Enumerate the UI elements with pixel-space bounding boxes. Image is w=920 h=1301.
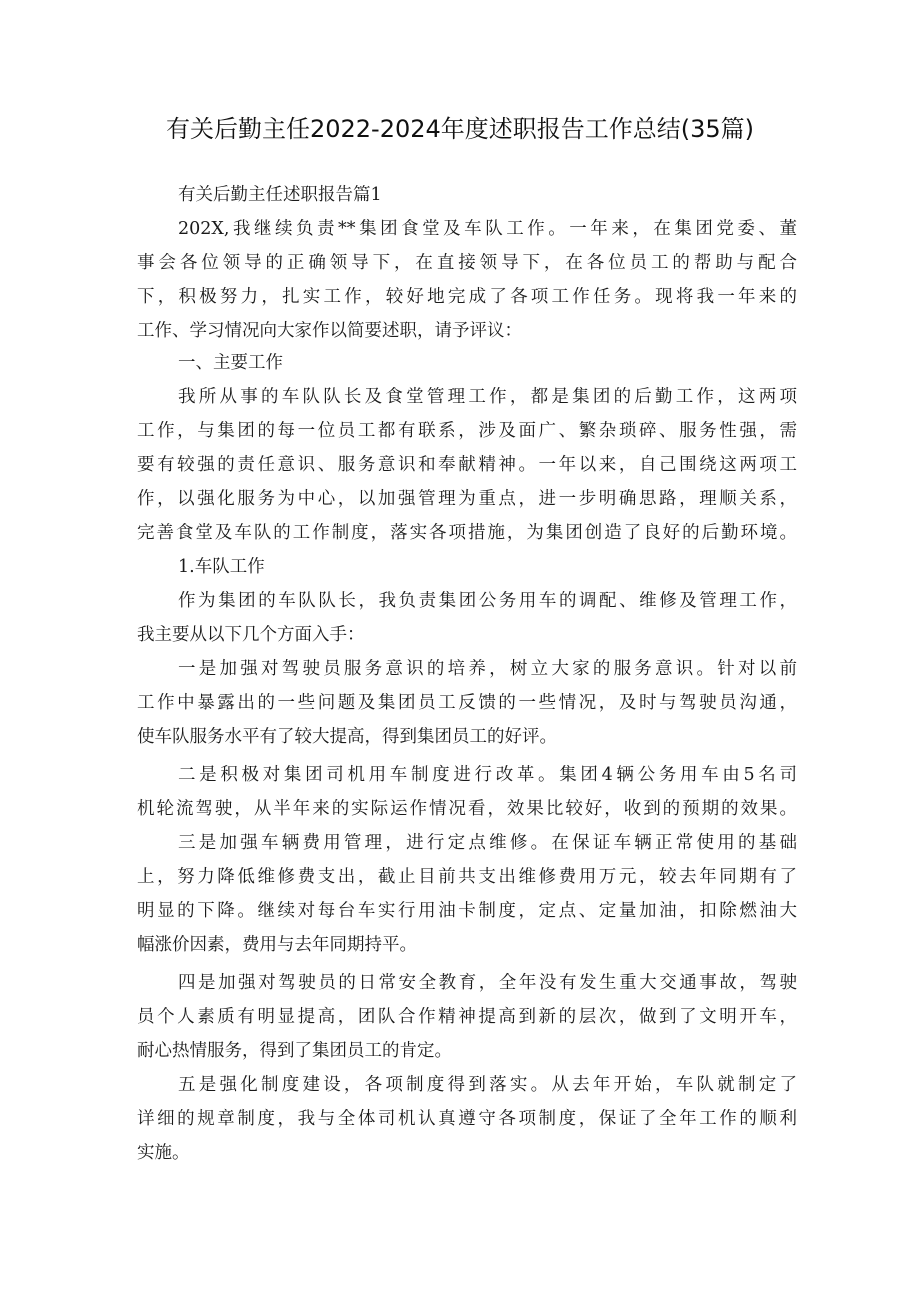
body-line: 详细的规章制度，我与全体司机认真遵守各项制度，保证了全年工作的顺利 [137,1109,797,1129]
body-line: 上，努力降低维修费支出，截止目前共支出维修费用万元，较去年同期有了 [137,867,797,887]
body-line: 一是加强对驾驶员服务意识的培养，树立大家的服务意识。针对以前 [178,659,797,679]
body-line: 事会各位领导的正确领导下，在直接领导下，在各位员工的帮助与配合 [137,253,797,273]
body-line: 要有较强的责任意识、服务意识和奉献精神。一年以来，自己围绕这两项工 [137,455,797,475]
body-line: 二是积极对集团司机用车制度进行改革。集团4辆公务用车由5名司 [178,765,797,785]
body-line: 工作、学习情况向大家作以简要述职，请予评议： [137,321,522,341]
body-line: 明显的下降。继续对每台车实行用油卡制度，定点、定量加油，扣除燃油大 [137,901,797,921]
body-line: 使车队服务水平有了较大提高，得到集团员工的好评。 [137,727,557,747]
body-line: 耐心热情服务，得到了集团员工的肯定。 [137,1041,452,1061]
body-line: 有关后勤主任述职报告篇1 [178,185,382,205]
body-line: 作，以强化服务为中心，以加强管理为重点，进一步明确思路，理顺关系， [137,489,797,509]
body-line: 实施。 [137,1143,190,1163]
body-line: 我主要从以下几个方面入手： [137,625,365,645]
document-title: 有关后勤主任2022-2024年度述职报告工作总结(35篇) [165,115,755,143]
body-line: 工作，与集团的每一位员工都有联系，涉及面广、繁杂琐碎、服务性强，需 [137,421,797,441]
body-line: 幅涨价因素，费用与去年同期持平。 [137,935,417,955]
body-line: 工作中暴露出的一些问题及集团员工反馈的一些情况，及时与驾驶员沟通， [137,693,797,713]
body-line: 我所从事的车队队长及食堂管理工作，都是集团的后勤工作，这两项 [178,387,797,407]
body-line: 下，积极努力，扎实工作，较好地完成了各项工作任务。现将我一年来的 [137,287,797,307]
body-line: 机轮流驾驶，从半年来的实际运作情况看，效果比较好，收到的预期的效果。 [137,799,797,819]
body-line: 一、主要工作 [178,353,283,373]
body-line: 员个人素质有明显提高，团队合作精神提高到新的层次，做到了文明开车， [137,1007,797,1027]
body-line: 完善食堂及车队的工作制度，落实各项措施，为集团创造了良好的后勤环境。 [137,523,797,543]
body-line: 四是加强对驾驶员的日常安全教育，全年没有发生重大交通事故，驾驶 [178,973,797,993]
body-line: 1.车队工作 [178,557,265,577]
body-line: 三是加强车辆费用管理，进行定点维修。在保证车辆正常使用的基础 [178,833,797,853]
body-line: 五是强化制度建设，各项制度得到落实。从去年开始，车队就制定了 [178,1075,797,1095]
body-line: 作为集团的车队队长，我负责集团公务用车的调配、维修及管理工作， [178,591,797,611]
body-line: 202X,我继续负责**集团食堂及车队工作。一年来，在集团党委、董 [178,219,797,239]
